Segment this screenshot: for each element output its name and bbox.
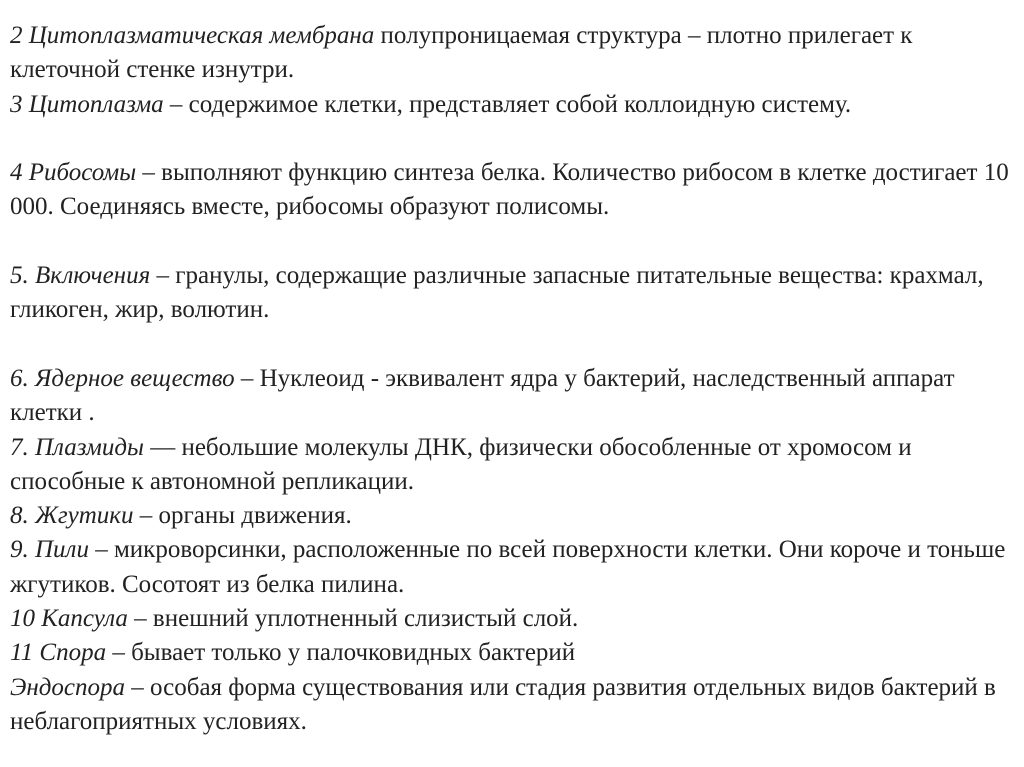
item-nucleoid [10,362,1018,431]
item-inclusions [10,259,1018,328]
item-flagella [10,499,1018,533]
item-text: – органы движения. [133,502,352,530]
item-text: – бывает только у палочковидных бактерий [106,639,576,667]
item-term: 2 Цитоплазматическая мембрана [10,22,375,49]
item-endospore [10,671,1018,740]
item-text: – выполняют функцию синтеза белка. Количество рибосом в клетке достигает 10 000. Соединяясь вместе, рибосомы образуют полисомы. [10,159,1009,221]
blank-line [10,122,1018,156]
item-term: 10 Капсула [10,605,128,633]
item-term: 4 Рибосомы [10,159,137,187]
blank-line [10,328,1018,362]
item-text: – Нуклеоид - эквивалент ядра у бактерий, наследственный аппарат клетки . [10,364,955,427]
item-term: 8. Жгутики [10,502,134,530]
item-spore [10,636,1018,670]
item-text: полупроницаемая структура – плотно прилегает к клеточной стенке изнутри. [10,22,913,84]
item-text: – внешний уплотненный слизистый слой. [127,605,579,633]
item-term: 5. Включения [10,262,151,290]
item-ribosomes [10,156,1018,225]
item-text: — небольшие молекулы ДНК, физически обособленные от хромосом и способные к автономной репликации. [10,433,912,495]
item-membrane [10,19,1018,88]
item-term: 7. Плазмиды [10,433,144,461]
item-text: – микроворсинки, расположенные по всей поверхности клетки. Они короче и тоньше жгутиков. Сосотоят из белка пилина. [10,536,1006,598]
item-pili [10,533,1018,602]
item-term: 6. Ядерное вещество [10,364,235,392]
item-capsule [10,602,1018,636]
item-term: 9. Пили [10,536,89,564]
item-term: Эндоспора [10,673,126,701]
item-cytoplasm [10,88,1018,122]
item-text: – гранулы, содержащие различные запасные питательные вещества: крахмал, гликоген, жир, волютин. [10,262,984,324]
slide-text [10,19,1018,739]
item-plasmids [10,431,1018,500]
item-term: 11 Спора [10,639,107,667]
item-text: – содержимое клетки, представляет собой коллоидную систему. [163,90,852,118]
item-term: 3 Цитоплазма [10,90,164,118]
blank-line [10,225,1018,259]
item-text: – особая форма существования или стадия развития отдельных видов бактерий в неблагоприятных условиях. [10,673,996,735]
